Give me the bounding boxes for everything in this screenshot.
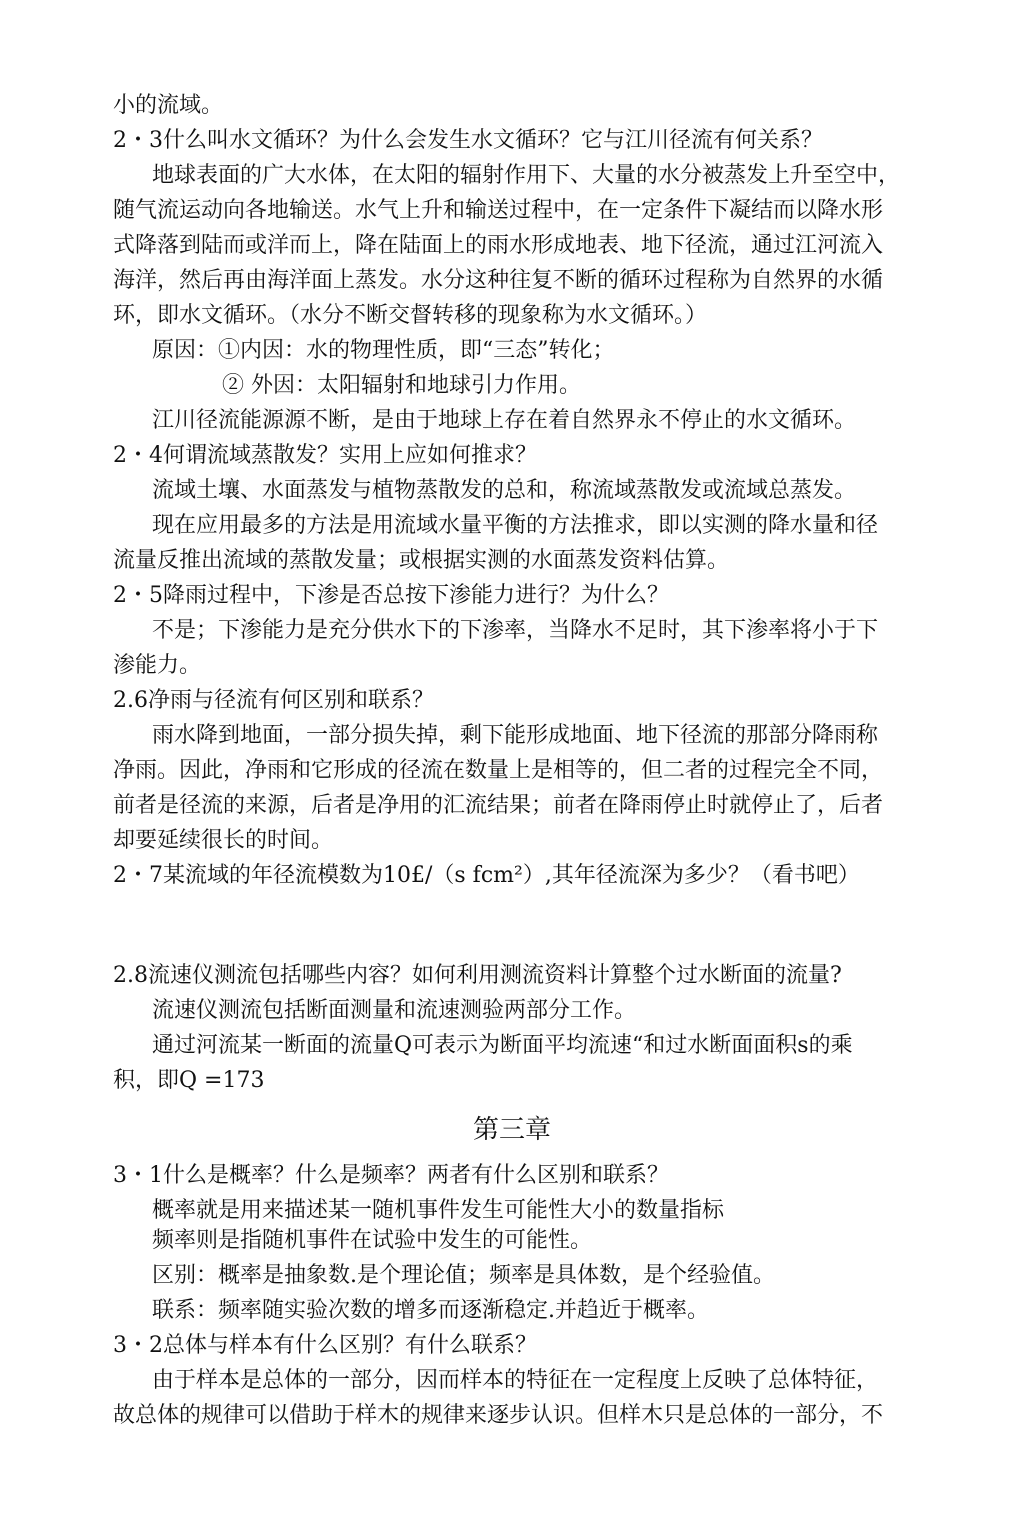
text-line: 净雨。因此，净雨和它形成的径流在数量上是相等的，但二者的过程完全不同， [113,758,884,783]
text-line: 现在应用最多的方法是用流域水量平衡的方法推求，即以实测的降水量和径 [152,513,879,538]
text-line: 不是；下渗能力是充分供水下的下渗率，当降水不足时，其下渗率将小于下 [152,618,879,643]
text-line: 故总体的规律可以借助于样木的规律来逐步认识。但样木只是总体的一部分，不 [113,1403,884,1428]
question-heading: 2・5降雨过程中，下渗是否总按下渗能力进行？为什么？ [113,583,669,608]
question-heading: 2・7某流域的年径流模数为10£/（s fcm²）,其年径流深为多少？（看书吧） [113,863,860,888]
text-line: 联系：频率随实验次数的增多而逐渐稳定.并趋近于概率。 [152,1298,709,1323]
question-heading: 2.8流速仪测流包括哪些内容？如何利用测流资料计算整个过水断面的流量? [113,963,842,988]
text-line: 区别：概率是抽象数.是个理论值；频率是具体数，是个经验值。 [152,1263,775,1288]
chapter-title: 第三章 [472,1115,551,1145]
text-line: 随气流运动向各地输送。水气上升和输送过程中，在一定条件下凝结而以降水形 [113,198,884,223]
text-line: 概率就是用来描述某一随机事件发生可能性大小的数量指标 [152,1198,725,1223]
text-line: 渗能力。 [113,653,202,678]
text-line: 环，即水文循环。（水分不断交督转移的现象称为水文循环。） [113,303,708,328]
text-line: ② 外因：太阳辐射和地球引力作用。 [222,373,581,398]
question-heading: 2・3什么叫水文循环？为什么会发生水文循环？它与江川径流有何关系？ [113,128,823,153]
text-line: 通过河流某一断面的流量Q可表示为断面平均流速“和过水断面面积s的乘 [152,1033,853,1058]
question-heading: 3・2总体与样本有什么区别？有什么联系？ [113,1333,537,1358]
text-line: 前者是径流的来源，后者是净用的汇流结果；前者在降雨停止时就停止了，后者 [113,793,884,818]
text-line: 雨水降到地面，一部分损失掉，剩下能形成地面、地下径流的那部分降雨称 [152,723,879,748]
text-line: 小的流域。 [113,93,224,118]
text-line: 却要延续很长的时间。 [113,828,334,853]
text-line: 由于样本是总体的一部分，因而样本的特征在一定程度上反映了总体特征， [152,1368,879,1393]
text-line: 江川径流能源源不断，是由于地球上存在着自然界永不停止的水文循环。 [152,408,857,433]
question-heading: 2.6净雨与径流有何区别和联系？ [113,688,434,713]
text-line: 流速仪测流包括断面测量和流速测验两部分工作。 [152,998,637,1023]
text-line: 流量反推出流域的蒸散发量；或根据实测的水面蒸发资料估算。 [113,548,730,573]
text-line: 积，即Q =173 [113,1068,265,1093]
text-line: 频率则是指随机事件在试验中发生的可能性。 [152,1228,593,1253]
question-heading: 3・1什么是概率？什么是频率？两者有什么区别和联系？ [113,1163,669,1188]
text-line: 式降落到陆而或洋而上，降在陆面上的雨水形成地表、地下径流，通过江河流入 [113,233,884,258]
text-line: 原因：①内因：水的物理性质，即“三态”转化； [152,338,615,363]
text-line: 地球表面的广大水体，在太阳的辐射作用下、大量的水分被蒸发上升至空中， [152,163,901,188]
text-line: 流域土壤、水面蒸发与植物蒸散发的总和，称流域蒸散发或流域总蒸发。 [152,478,857,503]
text-line: 海洋，然后再由海洋面上蒸发。水分这种往复不断的循环过程称为自然界的水循 [113,268,884,293]
question-heading: 2・4何谓流域蒸散发？实用上应如何推求？ [113,443,537,468]
